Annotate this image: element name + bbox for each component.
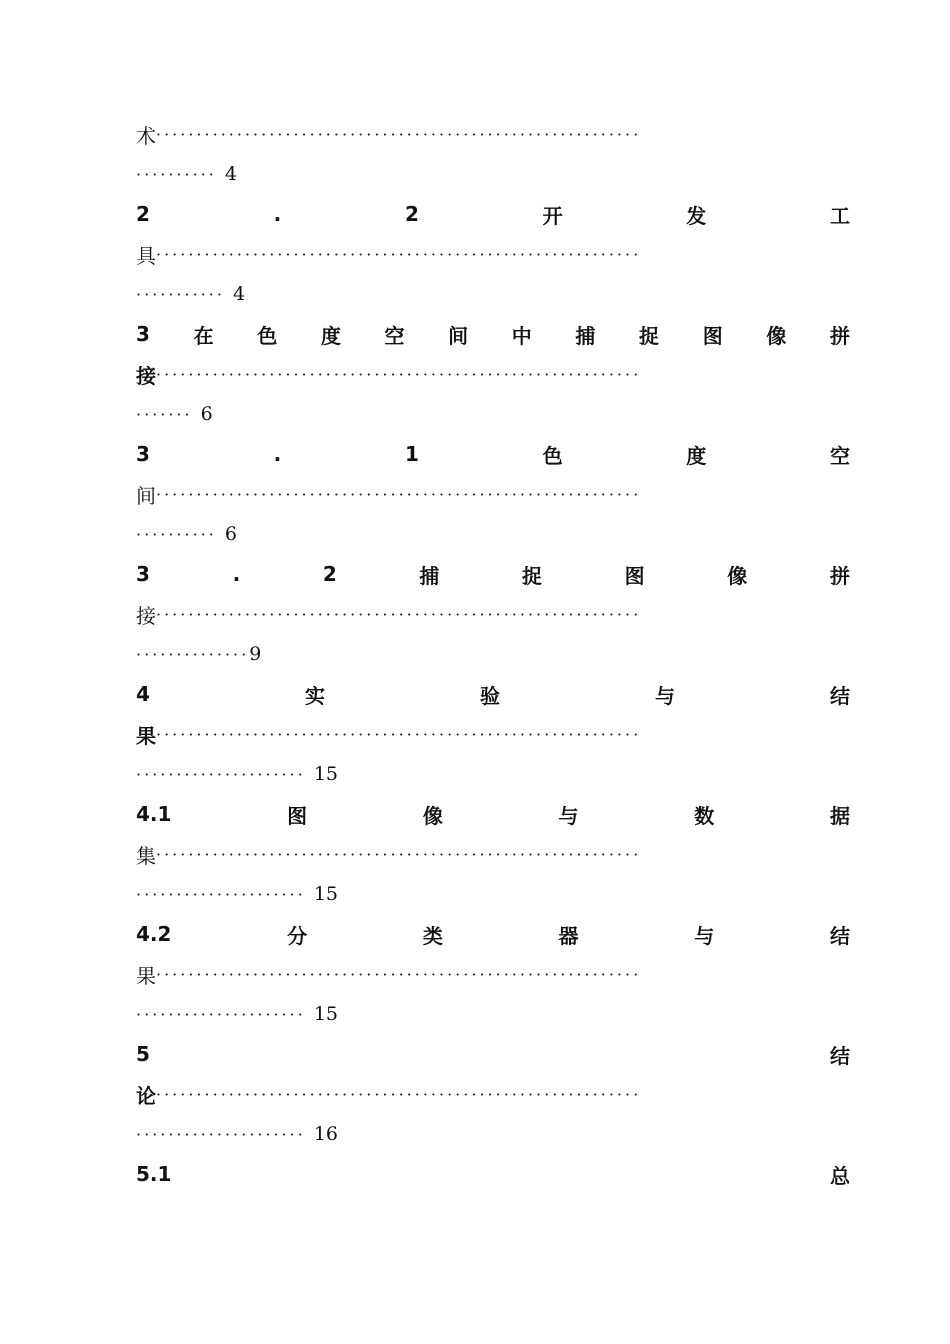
toc-token: 数 (694, 803, 715, 828)
toc-token: 捕 (575, 323, 596, 348)
toc-token: 图 (287, 803, 308, 828)
dot-leader: ···························································· (156, 244, 642, 264)
toc-token: 捉 (522, 563, 543, 588)
toc-token: . (273, 202, 282, 226)
dot-leader: ······· (136, 404, 193, 424)
toc-line (136, 314, 850, 354)
toc-line (136, 514, 850, 554)
toc-line (136, 754, 850, 794)
toc-token: 2 (322, 562, 337, 586)
page-number: 15 (313, 1003, 338, 1025)
toc-line (136, 1034, 850, 1074)
toc-token: 拼 (829, 563, 850, 588)
toc-token: 4.1 (136, 802, 172, 826)
toc-line (136, 874, 850, 914)
toc-heading-end: 具 (136, 243, 156, 268)
page-number: 6 (224, 523, 237, 545)
toc-token: 空 (829, 443, 850, 468)
toc-token: 间 (448, 323, 469, 348)
toc-heading-end: 接 (136, 603, 156, 628)
toc-token: 结 (829, 923, 850, 948)
toc-token: 发 (686, 203, 707, 228)
toc-line (136, 554, 850, 594)
toc-heading-end: 果 (136, 963, 156, 988)
toc-token: . (232, 562, 241, 586)
toc-token: 验 (479, 683, 500, 708)
toc-token: 5.1 (136, 1162, 172, 1186)
toc-line (136, 794, 850, 834)
dot-leader: ···························································· (156, 364, 642, 384)
page-number: 4 (224, 163, 237, 185)
toc-token: 2 (136, 202, 150, 226)
toc-token: 实 (304, 683, 325, 708)
dot-leader: ····················· (136, 884, 306, 904)
page-number: 15 (313, 883, 338, 905)
toc-line (136, 1074, 850, 1114)
toc-line (136, 394, 850, 434)
toc-token: 像 (727, 563, 748, 588)
toc-token: 总 (830, 1163, 850, 1188)
toc-heading-end: 接 (136, 363, 156, 388)
toc-token: 据 (829, 803, 850, 828)
dot-leader: ···························································· (156, 124, 642, 144)
page-number: 16 (313, 1123, 338, 1145)
toc-token: 结 (830, 1043, 850, 1068)
toc-token: 类 (422, 923, 443, 948)
table-of-contents (136, 114, 850, 1194)
toc-token: 与 (694, 923, 715, 948)
dot-leader: ·············· (136, 644, 250, 664)
toc-heading-end: 果 (136, 723, 156, 748)
toc-token: 色 (257, 323, 278, 348)
page-number: 6 (200, 403, 213, 425)
toc-token: 图 (624, 563, 645, 588)
toc-heading-end: 术 (136, 123, 156, 148)
dot-leader: ··········· (136, 284, 225, 304)
toc-line (136, 674, 850, 714)
toc-token: 5 (136, 1042, 150, 1066)
page-number: 9 (249, 643, 262, 665)
toc-token: 2 (404, 202, 419, 226)
toc-token: 拼 (829, 323, 850, 348)
toc-token: 中 (511, 323, 532, 348)
dot-leader: ·········· (136, 524, 217, 544)
toc-line (136, 1114, 850, 1154)
dot-leader: ···························································· (156, 604, 642, 624)
toc-token: 4.2 (136, 922, 172, 946)
dot-leader: ···························································· (156, 484, 642, 504)
toc-token: 器 (558, 923, 579, 948)
page-number: 4 (232, 283, 246, 305)
toc-token: . (273, 442, 282, 466)
toc-token: 像 (422, 803, 443, 828)
toc-line (136, 274, 850, 314)
dot-leader: ···························································· (156, 1084, 642, 1104)
toc-line (136, 114, 850, 154)
toc-token: 度 (320, 323, 341, 348)
toc-line (136, 834, 850, 874)
toc-line (136, 234, 850, 274)
page-number: 15 (313, 763, 338, 785)
toc-token: 工 (829, 203, 850, 228)
toc-line (136, 634, 850, 674)
toc-line (136, 594, 850, 634)
toc-heading-end: 论 (136, 1083, 156, 1108)
toc-token: 1 (404, 442, 419, 466)
toc-line (136, 154, 850, 194)
toc-token: 空 (384, 323, 405, 348)
toc-line (136, 994, 850, 1034)
toc-heading-end: 间 (136, 483, 156, 508)
toc-token: 3 (136, 562, 150, 586)
toc-line (136, 354, 850, 394)
toc-line (136, 194, 850, 234)
toc-token: 色 (542, 443, 563, 468)
toc-token: 像 (766, 323, 787, 348)
dot-leader: ···························································· (156, 724, 642, 744)
toc-heading-end: 集 (136, 843, 156, 868)
toc-token: 结 (829, 683, 850, 708)
dot-leader: ···························································· (156, 964, 642, 984)
dot-leader: ····················· (136, 1004, 306, 1024)
toc-token: 与 (558, 803, 579, 828)
toc-token: 分 (287, 923, 308, 948)
toc-token: 3 (136, 442, 150, 466)
toc-token: 度 (686, 443, 707, 468)
toc-token: 捕 (419, 563, 440, 588)
toc-token: 图 (702, 323, 723, 348)
toc-token: 开 (542, 203, 563, 228)
toc-token: 在 (193, 323, 214, 348)
dot-leader: ····················· (136, 764, 306, 784)
dot-leader: ···························································· (156, 844, 642, 864)
toc-line (136, 474, 850, 514)
toc-line (136, 914, 850, 954)
toc-line (136, 714, 850, 754)
toc-token: 与 (654, 683, 675, 708)
dot-leader: ····················· (136, 1124, 306, 1144)
toc-line (136, 434, 850, 474)
toc-token: 捉 (639, 323, 660, 348)
dot-leader: ·········· (136, 164, 217, 184)
toc-token: 4 (136, 682, 150, 706)
toc-token: 3 (136, 322, 150, 346)
toc-line (136, 954, 850, 994)
toc-line (136, 1154, 850, 1194)
